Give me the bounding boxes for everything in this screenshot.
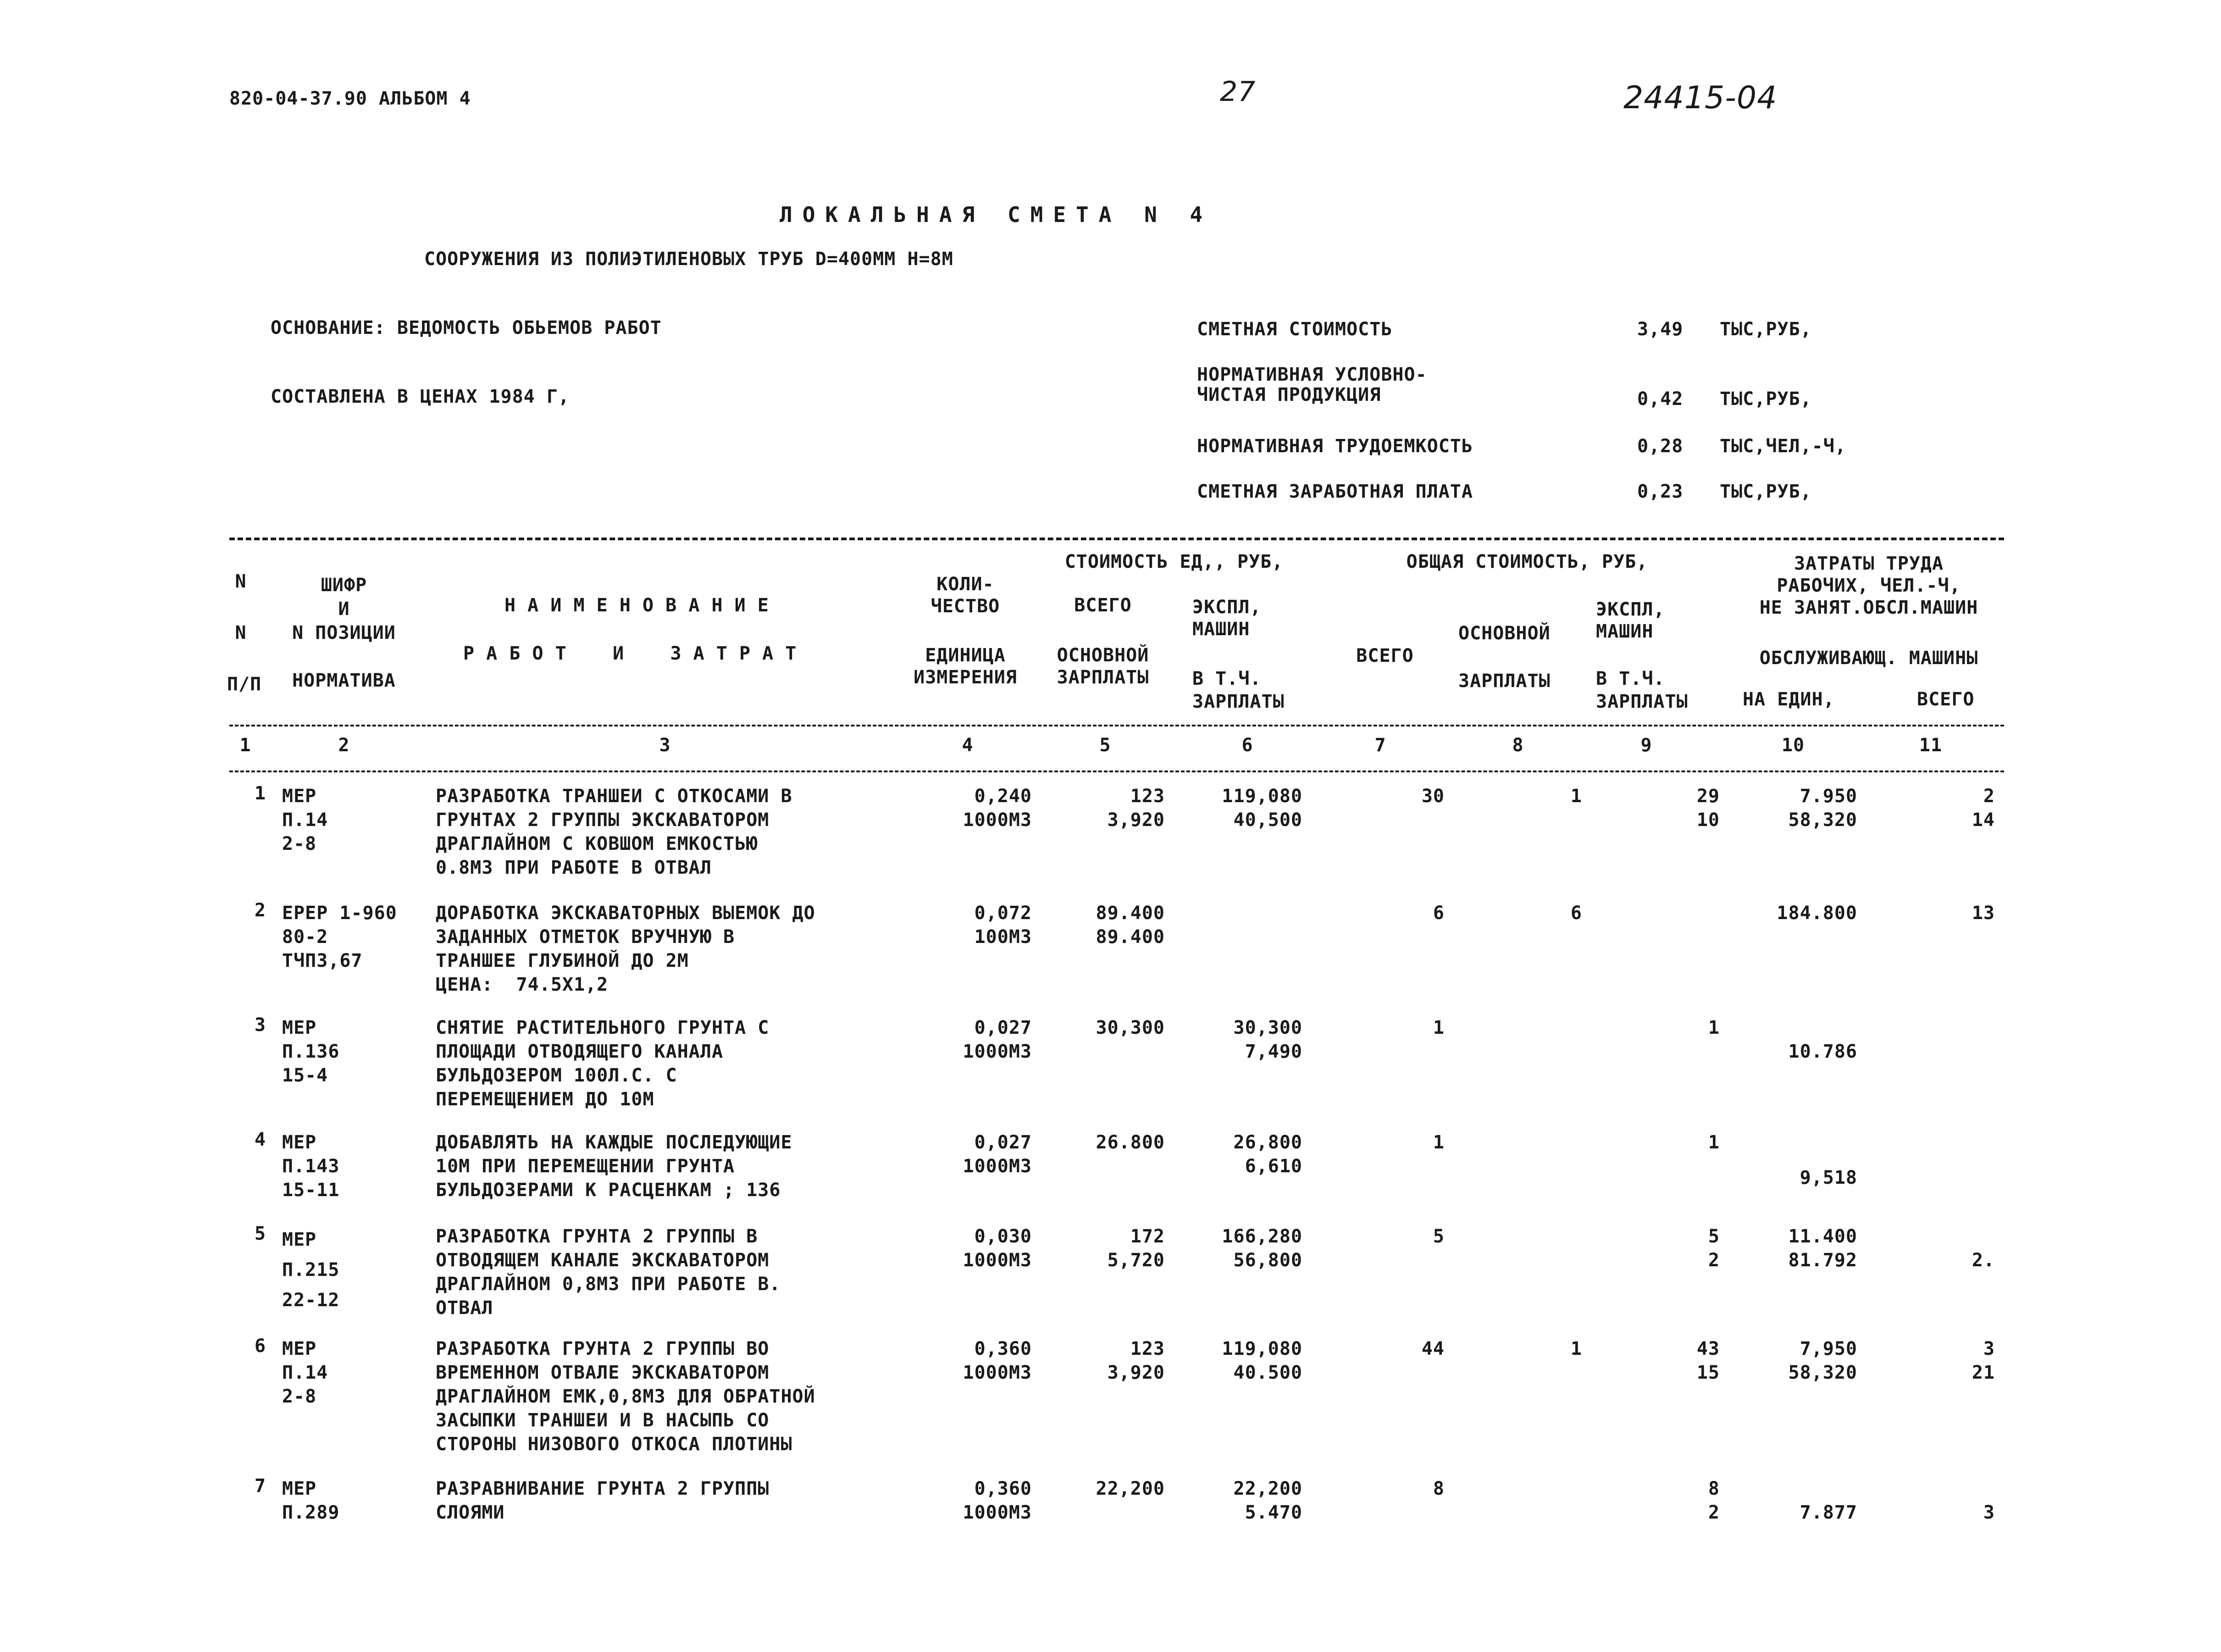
header-unit-wages: ОСНОВНОЙ ЗАРПЛАТЫ: [1057, 645, 1149, 688]
page-title: ЛОКАЛЬНАЯ СМЕТА N 4: [780, 202, 1213, 227]
row-number: 2: [255, 900, 266, 921]
row-code: МЕР П.14 2-8: [282, 786, 328, 854]
row-total: 6: [1433, 903, 1445, 924]
summary-unit: ТЫС,РУБ,: [1720, 388, 1812, 410]
column-number: 7: [1374, 735, 1386, 756]
row-labor-unit: 7.877: [1800, 1502, 1857, 1523]
row-number: 7: [255, 1475, 266, 1497]
row-quantity: 0,030 1000М3: [963, 1226, 1032, 1271]
summary-label: СМЕТНАЯ СТОИМОСТЬ: [1197, 319, 1393, 340]
header-unit-machine-wages: В Т.Ч. ЗАРПЛАТЫ: [1192, 668, 1285, 712]
row-name: РАЗРАБОТКА ТРАНШЕИ С ОТКОСАМИ В ГРУНТАХ 2 ГРУППЫ ЭКСКАВАТОРОМ ДРАГЛАЙНОМ С КОВШОМ ЕМКОСТЬЮ 0.8М3 ПРИ РАБОТЕ В ОТВАЛ: [436, 786, 792, 878]
header-labor-total: ВСЕГО: [1917, 689, 1975, 710]
header-total-machines: ЭКСПЛ, МАШИН: [1596, 599, 1665, 642]
header-unit-total: ВСЕГО: [1074, 595, 1132, 616]
prices-text: СОСТАВЛЕНА В ЦЕНАХ 1984 Г,: [271, 386, 570, 407]
row-wages: 1: [1570, 786, 1582, 807]
column-number: 4: [962, 735, 974, 756]
row-machines: 22,200 5.470: [1233, 1478, 1302, 1523]
header-row-number: N N П/П: [227, 571, 262, 695]
row-total: 1: [1433, 1132, 1445, 1153]
column-number: 10: [1781, 735, 1805, 756]
row-labor-total: 3: [1983, 1502, 1995, 1523]
column-number: 5: [1099, 735, 1111, 756]
row-quantity: 0,027 1000М3: [963, 1017, 1032, 1062]
row-code: МЕР П.215 22-12: [282, 1229, 340, 1311]
row-unit-cost: 89.400 89.400: [1096, 903, 1165, 948]
summary-unit: ТЫС,ЧЕЛ,-Ч,: [1720, 436, 1846, 457]
header-unit-machines: ЭКСПЛ, МАШИН: [1192, 597, 1262, 640]
header-code: ШИФР И N ПОЗИЦИИ НОРМАТИВА: [292, 575, 396, 691]
page-subtitle: СООРУЖЕНИЯ ИЗ ПОЛИЭТИЛЕНОВЫХ ТРУБ D=400ММ Н=8М: [424, 249, 953, 270]
row-total: 44: [1421, 1338, 1445, 1359]
row-labor-total: 3 21: [1972, 1338, 1995, 1383]
row-labor-total: 2 14: [1972, 786, 1995, 831]
column-number: 11: [1919, 735, 1943, 756]
row-labor-unit: 184.800: [1777, 903, 1857, 924]
header-total-cost: ОБЩАЯ СТОИМОСТЬ, РУБ,: [1406, 551, 1648, 572]
header-labor: ЗАТРАТЫ ТРУДА РАБОЧИХ, ЧЕЛ.-Ч,: [1777, 553, 1961, 596]
column-number: 3: [659, 735, 671, 756]
rule-header-bottom: [229, 725, 2004, 726]
row-name: РАЗРАВНИВАНИЕ ГРУНТА 2 ГРУППЫ СЛОЯМИ: [436, 1478, 770, 1523]
row-code: МЕР П.136 15-4: [282, 1017, 340, 1086]
column-number: 1: [239, 735, 251, 756]
row-labor-unit: 10.786: [1788, 1041, 1857, 1062]
row-total: 1: [1433, 1017, 1445, 1038]
header-quantity: КОЛИ- ЧЕСТВО: [930, 574, 1000, 617]
summary-value: 3,49: [1637, 319, 1684, 340]
row-machines: 119,080 40,500: [1222, 786, 1302, 831]
row-name: ДОБАВЛЯТЬ НА КАЖДЫЕ ПОСЛЕДУЮЩИЕ 10М ПРИ ПЕРЕМЕЩЕНИИ ГРУНТА БУЛЬДОЗЕРАМИ К РАСЦЕНКАМ ; 136: [436, 1132, 792, 1201]
row-labor-unit: 7,950 58,320: [1788, 1338, 1857, 1383]
summary-label: НОРМАТИВНАЯ ТРУДОЕМКОСТЬ: [1197, 436, 1473, 457]
column-number: 2: [338, 735, 350, 756]
row-name: ДОРАБОТКА ЭКСКАВАТОРНЫХ ВЫЕМОК ДО ЗАДАННЫХ ОТМЕТОК ВРУЧНУЮ В ТРАНШЕЕ ГЛУБИНОЙ ДО 2М ЦЕНА: 74.5Х1,2: [436, 903, 815, 995]
summary-value: 0,42: [1637, 388, 1684, 410]
row-number: 6: [255, 1336, 266, 1357]
row-machines: 119,080 40.500: [1222, 1338, 1302, 1383]
row-machines: 26,800 6,610: [1233, 1132, 1302, 1177]
header-unit: ЕДИНИЦА ИЗМЕРЕНИЯ: [914, 645, 1017, 688]
row-number: 4: [255, 1129, 266, 1150]
header-total-machine-wages: В Т.Ч. ЗАРПЛАТЫ: [1596, 668, 1688, 712]
summary-label: СМЕТНАЯ ЗАРАБОТНАЯ ПЛАТА: [1197, 481, 1473, 502]
row-number: 1: [255, 783, 266, 804]
row-labor-unit: 9,518: [1800, 1167, 1857, 1188]
row-labor-total: 13: [1972, 903, 1995, 924]
row-machine-total: 1: [1708, 1132, 1720, 1153]
row-number: 5: [255, 1223, 266, 1244]
row-unit-cost: 26.800: [1096, 1132, 1165, 1153]
row-labor-unit: 7.950 58,320: [1788, 786, 1857, 831]
row-labor-total: 2.: [1972, 1250, 1995, 1271]
column-number: 6: [1241, 735, 1253, 756]
rule-numbers-bottom: [229, 771, 2004, 772]
row-unit-cost: 172 5,720: [1107, 1226, 1165, 1271]
header-labor-sub: НЕ ЗАНЯТ.ОБСЛ.МАШИН: [1759, 597, 1978, 618]
summary-unit: ТЫС,РУБ,: [1720, 481, 1812, 502]
row-machine-total: 5 2: [1708, 1226, 1720, 1271]
document-number: 24415-04: [1623, 80, 1778, 116]
row-number: 3: [255, 1014, 266, 1036]
row-total: 5: [1433, 1226, 1445, 1247]
row-quantity: 0,360 1000М3: [963, 1338, 1032, 1383]
row-unit-cost: 30,300: [1096, 1017, 1165, 1038]
row-total: 8: [1433, 1478, 1445, 1499]
row-unit-cost: 123 3,920: [1107, 786, 1165, 831]
row-code: МЕР П.14 2-8: [282, 1338, 328, 1407]
row-quantity: 0,072 100М3: [974, 903, 1032, 948]
album-reference: 820-04-37.90 АЛЬБОМ 4: [229, 88, 471, 109]
row-code: МЕР П.289: [282, 1478, 340, 1523]
summary-unit: ТЫС,РУБ,: [1720, 319, 1812, 340]
row-code: ЕРЕР 1-960 80-2 ТЧПЗ,67: [282, 903, 397, 971]
header-total-wages: ОСНОВНОЙ ЗАРПЛАТЫ: [1458, 623, 1551, 692]
page-number: 27: [1220, 76, 1256, 108]
row-unit-cost: 22,200: [1096, 1478, 1165, 1499]
row-quantity: 0,240 1000М3: [963, 786, 1032, 831]
row-machine-total: 1: [1708, 1017, 1720, 1038]
row-name: СНЯТИЕ РАСТИТЕЛЬНОГО ГРУНТА С ПЛОЩАДИ ОТВОДЯЩЕГО КАНАЛА БУЛЬДОЗЕРОМ 100Л.С. С ПЕРЕМЕЩЕНИЕМ ДО 10М: [436, 1017, 770, 1110]
summary-value: 0,28: [1637, 436, 1684, 457]
row-labor-unit: 11.400 81.792: [1788, 1226, 1857, 1271]
rule-top: [229, 538, 2004, 540]
row-quantity: 0,360 1000М3: [963, 1478, 1032, 1523]
header-labor-sub2: ОБСЛУЖИВАЮЩ. МАШИНЫ: [1759, 648, 1978, 669]
column-number: 8: [1512, 735, 1524, 756]
row-machine-total: 29 10: [1696, 786, 1720, 831]
row-wages: 6: [1570, 903, 1582, 924]
basis-text: ОСНОВАНИЕ: ВЕДОМОСТЬ ОБЬЕМОВ РАБОТ: [271, 317, 662, 338]
summary-label: НОРМАТИВНАЯ УСЛОВНО- ЧИСТАЯ ПРОДУКЦИЯ: [1197, 364, 1427, 405]
row-machine-total: 43 15: [1696, 1338, 1720, 1383]
row-unit-cost: 123 3,920: [1107, 1338, 1165, 1383]
row-name: РАЗРАБОТКА ГРУНТА 2 ГРУППЫ В ОТВОДЯЩЕМ КАНАЛЕ ЭКСКАВАТОРОМ ДРАГЛАЙНОМ 0,8М3 ПРИ РАБОТЕ В. ОТВАЛ: [436, 1226, 781, 1319]
row-code: МЕР П.143 15-11: [282, 1132, 340, 1201]
header-name-top: Н А И М Е Н О В А Н И Е: [504, 595, 769, 616]
row-machines: 30,300 7,490: [1233, 1017, 1302, 1062]
column-number: 9: [1640, 735, 1652, 756]
row-name: РАЗРАБОТКА ГРУНТА 2 ГРУППЫ ВО ВРЕМЕННОМ ОТВАЛЕ ЭКСКАВАТОРОМ ДРАГЛАЙНОМ ЕМК,0,8М3 ДЛЯ ОБРАТНОЙ ЗАСЫПКИ ТРАНШЕИ И В НАСЫПЬ СО СТОРОНЫ НИЗОВОГО ОТКОСА ПЛОТИНЫ: [436, 1338, 815, 1455]
header-total-all: ВСЕГО: [1356, 645, 1414, 666]
row-wages: 1: [1570, 1338, 1582, 1359]
summary-value: 0,23: [1637, 481, 1684, 502]
header-name-bottom: Р А Б О Т И З А Т Р А Т: [463, 643, 797, 664]
header-labor-unit: НА ЕДИН,: [1743, 689, 1835, 710]
row-total: 30: [1421, 786, 1445, 807]
row-machine-total: 8 2: [1708, 1478, 1720, 1523]
header-unit-cost: СТОИМОСТЬ ЕД,, РУБ,: [1064, 551, 1284, 572]
row-machines: 166,280 56,800: [1222, 1226, 1302, 1271]
row-quantity: 0,027 1000М3: [963, 1132, 1032, 1177]
